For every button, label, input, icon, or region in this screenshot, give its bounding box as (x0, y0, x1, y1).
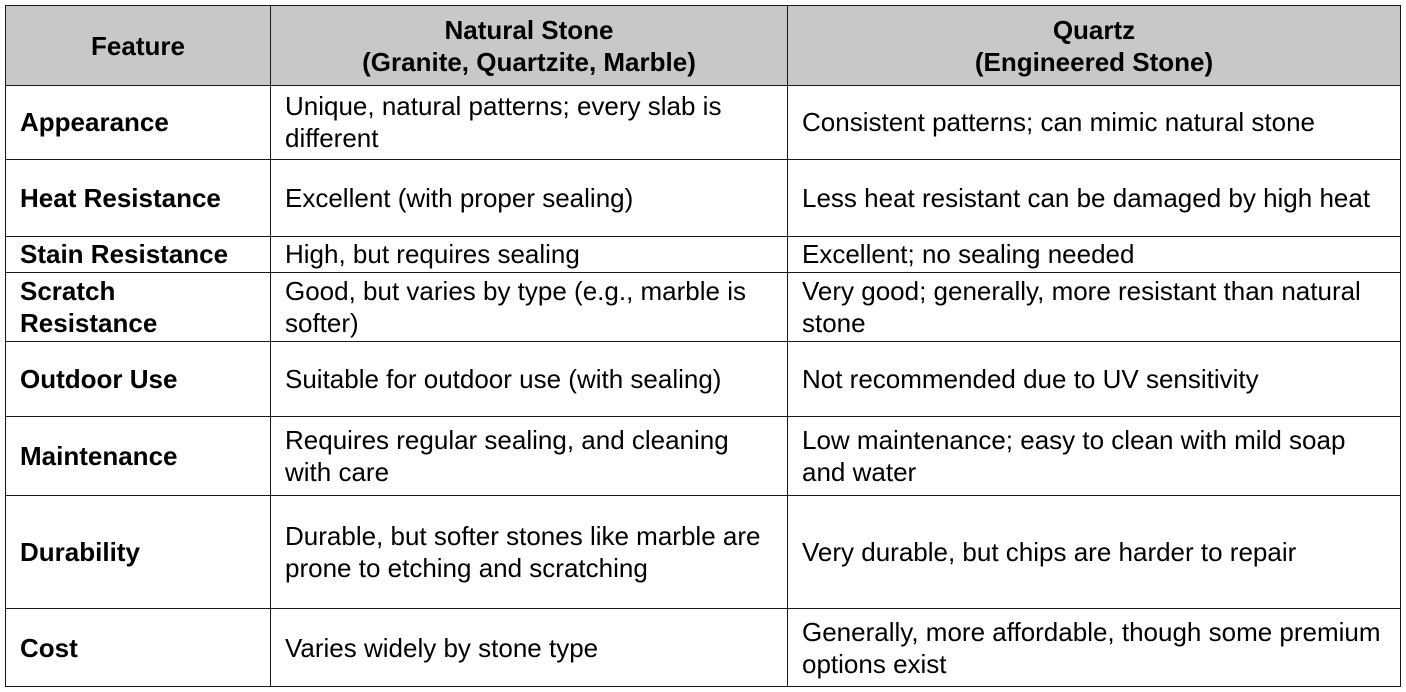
natural-stone-cell: Varies widely by stone type (271, 609, 788, 687)
feature-cell: Appearance (6, 86, 271, 160)
quartz-cell: Low maintenance; easy to clean with mild soap and water (788, 417, 1401, 496)
table-row (6, 341, 1401, 417)
natural-stone-cell: Requires regular sealing, and cleaning with care (271, 417, 788, 496)
quartz-cell: Not recommended due to UV sensitivity (788, 341, 1401, 417)
quartz-cell: Very durable, but chips are harder to repair (788, 496, 1401, 609)
feature-cell: Scratch Resistance (6, 272, 271, 341)
header-row (6, 6, 1401, 86)
table-row (6, 609, 1401, 687)
comparison-table-container (5, 5, 1401, 687)
table-row (6, 86, 1401, 160)
quartz-cell: Very good; generally, more resistant than natural stone (788, 272, 1401, 341)
feature-cell: Stain Resistance (6, 236, 271, 272)
header-feature: Feature (6, 6, 271, 86)
quartz-cell: Less heat resistant can be damaged by high heat (788, 159, 1401, 236)
natural-stone-cell: Good, but varies by type (e.g., marble is softer) (271, 272, 788, 341)
quartz-cell: Consistent patterns; can mimic natural stone (788, 86, 1401, 160)
quartz-cell: Generally, more affordable, though some premium options exist (788, 609, 1401, 687)
natural-stone-cell: Suitable for outdoor use (with sealing) (271, 341, 788, 417)
header-quartz: Quartz (Engineered Stone) (788, 6, 1401, 86)
feature-cell: Heat Resistance (6, 159, 271, 236)
table-row (6, 417, 1401, 496)
natural-stone-cell: Durable, but softer stones like marble are prone to etching and scratching (271, 496, 788, 609)
feature-cell: Cost (6, 609, 271, 687)
header-natural-stone: Natural Stone (Granite, Quartzite, Marble) (271, 6, 788, 86)
feature-cell: Outdoor Use (6, 341, 271, 417)
natural-stone-cell: Excellent (with proper sealing) (271, 159, 788, 236)
comparison-table (5, 5, 1401, 687)
feature-cell: Maintenance (6, 417, 271, 496)
natural-stone-cell: Unique, natural patterns; every slab is different (271, 86, 788, 160)
natural-stone-cell: High, but requires sealing (271, 236, 788, 272)
quartz-cell: Excellent; no sealing needed (788, 236, 1401, 272)
feature-cell: Durability (6, 496, 271, 609)
table-row (6, 159, 1401, 236)
table-row (6, 236, 1401, 272)
table-row (6, 496, 1401, 609)
table-row (6, 272, 1401, 341)
